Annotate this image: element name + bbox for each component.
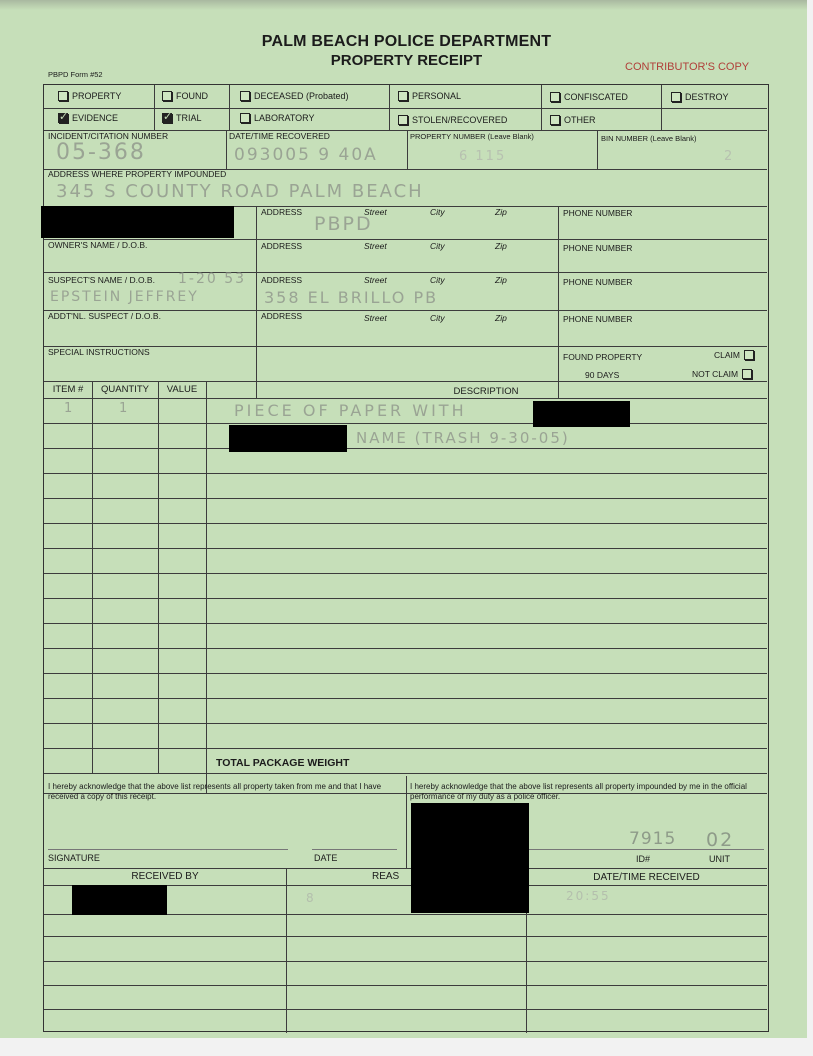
suspect-dob-value: 1-20 53 [178, 271, 247, 287]
checkbox-label: PERSONAL [412, 91, 462, 101]
checkbox-square-checked [58, 113, 68, 123]
city-label: City [430, 207, 445, 217]
quantity-value: 1 [119, 401, 130, 416]
department-title: PALM BEACH POLICE DEPARTMENT [261, 33, 552, 50]
checkbox-label: DESTROY [685, 92, 729, 102]
checkbox-laboratory[interactable] [240, 113, 315, 123]
special-instructions-label: SPECIAL INSTRUCTIONS [48, 347, 150, 357]
checkbox-label: EVIDENCE [72, 113, 119, 123]
checkbox-confiscated[interactable] [550, 92, 628, 102]
table-row [44, 423, 767, 424]
form-number: PBPD Form #52 [48, 70, 103, 79]
rule [286, 868, 287, 1033]
table-row [44, 723, 767, 724]
date-label: DATE [314, 853, 338, 863]
zip-label: Zip [495, 207, 507, 217]
reason-value: 8 [306, 891, 316, 905]
zip-label: Zip [495, 313, 507, 323]
checkbox-square-checked [162, 113, 172, 123]
checkbox-property[interactable] [58, 91, 121, 101]
checkbox-label: CONFISCATED [564, 92, 628, 102]
rule [229, 85, 230, 130]
item-column-header: ITEM # [52, 384, 84, 395]
received-by-label: RECEIVED BY [131, 871, 199, 882]
checkbox-found[interactable] [162, 91, 208, 101]
rule [389, 85, 390, 130]
checkbox-square [240, 113, 250, 123]
checkbox-square [162, 91, 172, 101]
found-property-label: FOUND PROPERTY [563, 352, 643, 362]
datetime-received-value: 20:55 [566, 889, 611, 903]
rule [44, 239, 767, 240]
redaction-block [411, 803, 529, 913]
redaction-block [229, 425, 347, 452]
checkbox-claim[interactable] [714, 350, 754, 360]
address-label: ADDRESS [261, 275, 303, 285]
value-column-header: VALUE [166, 384, 198, 395]
checkbox-label: NOT CLAIM [692, 369, 739, 379]
rule [158, 381, 159, 773]
checkbox-label: PROPERTY [72, 91, 122, 101]
scan-top-edge [0, 0, 813, 10]
city-label: City [430, 313, 445, 323]
rule [226, 130, 227, 169]
street-label: Street [364, 275, 387, 285]
checkbox-square [398, 91, 408, 101]
owner-acknowledgement: I hereby acknowledge that the above list represents all property taken from me and that I have received a copy of this receipt. [48, 782, 382, 801]
rule [44, 868, 767, 869]
unit-label: UNIT [709, 854, 730, 864]
checkbox-destroy[interactable] [671, 92, 729, 102]
ninety-days-label: 90 DAYS [585, 370, 620, 380]
bin-number-label: BIN NUMBER (Leave Blank) [601, 134, 697, 143]
address-label: ADDRESS [261, 311, 303, 321]
checkbox-label: FOUND [176, 91, 208, 101]
street-label: Street [364, 313, 387, 323]
owner-label: OWNER'S NAME / D.O.B. [48, 240, 148, 250]
table-row [44, 673, 767, 674]
checkbox-other[interactable] [550, 115, 596, 125]
suspect-name-value: EPSTEIN JEFFREY [50, 289, 199, 305]
checkbox-label: OTHER [564, 115, 596, 125]
item-number-value: 1 [64, 401, 75, 416]
checkbox-stolen[interactable] [398, 115, 507, 125]
table-row [44, 748, 767, 749]
checkbox-label: DECEASED (Probated) [254, 91, 349, 101]
table-row [44, 523, 767, 524]
id-label: ID# [636, 854, 651, 864]
checkbox-evidence[interactable] [58, 113, 118, 123]
suspect-address-value: 358 EL BRILLO PB [264, 288, 439, 307]
checkbox-square [742, 369, 752, 379]
rule [44, 398, 767, 399]
rule [44, 936, 767, 937]
scan-bottom-edge [0, 1038, 813, 1056]
table-row [44, 473, 767, 474]
rule [256, 206, 257, 398]
bin-number-value: 2 [724, 149, 735, 164]
table-row [44, 648, 767, 649]
checkbox-label: CLAIM [714, 350, 740, 360]
rule [44, 961, 767, 962]
rule [407, 130, 408, 169]
property-number-value: 6 115 [459, 149, 507, 164]
checkbox-deceased[interactable] [240, 91, 349, 101]
city-label: City [430, 275, 445, 285]
reason-label: REAS [372, 871, 400, 882]
table-row [44, 498, 767, 499]
rule [44, 381, 767, 382]
property-number-label: PROPERTY NUMBER (Leave Blank) [410, 132, 534, 141]
table-row [44, 548, 767, 549]
redaction-block [533, 401, 630, 427]
table-row [44, 698, 767, 699]
address-impounded-value: 345 S COUNTY ROAD PALM BEACH [56, 181, 424, 202]
total-weight-label: TOTAL PACKAGE WEIGHT [216, 757, 350, 769]
rule [406, 776, 407, 868]
redaction-block [41, 206, 234, 238]
address-label: ADDRESS [261, 207, 303, 217]
checkbox-label: LABORATORY [254, 113, 315, 123]
description-line-1: PIECE OF PAPER WITH [234, 401, 467, 420]
quantity-column-header: QUANTITY [100, 384, 150, 395]
rule [44, 985, 767, 986]
scan-right-edge [807, 0, 813, 1056]
checkbox-square [744, 350, 754, 360]
redaction-block [72, 885, 167, 915]
description-column-header: DESCRIPTION [453, 386, 519, 397]
rule [44, 1009, 767, 1010]
checkbox-not-claim[interactable] [692, 369, 752, 379]
rule [558, 346, 559, 381]
checkbox-square [550, 115, 560, 125]
address-label: ADDRESS [261, 241, 303, 251]
id-value: 7915 [629, 829, 677, 849]
rule [661, 85, 662, 130]
table-row [44, 573, 767, 574]
checkbox-square [550, 92, 560, 102]
officer-acknowledgement: I hereby acknowledge that the above list represents all property impounded by me in the official performance of my duty as a police officer. [410, 782, 747, 801]
suspect-label: SUSPECT'S NAME / D.O.B. [48, 275, 155, 285]
rule [92, 381, 93, 773]
checkbox-square [240, 91, 250, 101]
rule [541, 85, 542, 130]
rule [44, 272, 767, 273]
signature-line [48, 849, 288, 850]
date-recovered-label: DATE/TIME RECOVERED [229, 131, 330, 141]
city-label: City [430, 241, 445, 251]
phone-label: PHONE NUMBER [563, 208, 633, 218]
rule [597, 130, 598, 169]
checkbox-square [58, 91, 68, 101]
table-row [44, 623, 767, 624]
incident-value: 05-368 [56, 140, 146, 165]
form-title: PROPERTY RECEIPT [330, 52, 483, 69]
checkbox-personal[interactable] [398, 91, 461, 101]
street-label: Street [364, 207, 387, 217]
rule [44, 346, 767, 347]
rule [154, 85, 155, 130]
copy-label: CONTRIBUTOR'S COPY [625, 61, 750, 73]
checkbox-square [398, 115, 408, 125]
checkbox-trial[interactable] [162, 113, 202, 123]
rule [44, 108, 767, 109]
zip-label: Zip [495, 275, 507, 285]
signature-label: SIGNATURE [48, 853, 100, 863]
unit-value: 02 [706, 829, 735, 851]
zip-label: Zip [495, 241, 507, 251]
date-recovered-value: 093005 9 40A [234, 145, 378, 165]
street-label: Street [364, 241, 387, 251]
checkbox-label: STOLEN/RECOVERED [412, 115, 508, 125]
datetime-received-label: DATE/TIME RECEIVED [593, 872, 700, 883]
checkbox-label: TRIAL [176, 113, 202, 123]
table-row [44, 598, 767, 599]
incident-label: INCIDENT/CITATION NUMBER [48, 131, 169, 141]
description-line-2: NAME (TRASH 9-30-05) [356, 429, 570, 447]
addtl-suspect-label: ADDT'NL. SUSPECT / D.O.B. [48, 311, 161, 321]
checkbox-square [671, 92, 681, 102]
phone-label: PHONE NUMBER [563, 314, 633, 324]
address-impounded-label: ADDRESS WHERE PROPERTY IMPOUNDED [48, 169, 227, 179]
date-line [312, 849, 397, 850]
phone-label: PHONE NUMBER [563, 243, 633, 253]
rule [204, 773, 767, 774]
rule [206, 381, 207, 793]
phone-label: PHONE NUMBER [563, 277, 633, 287]
table-row [44, 448, 767, 449]
discovered-address-value: PBPD [314, 213, 373, 235]
